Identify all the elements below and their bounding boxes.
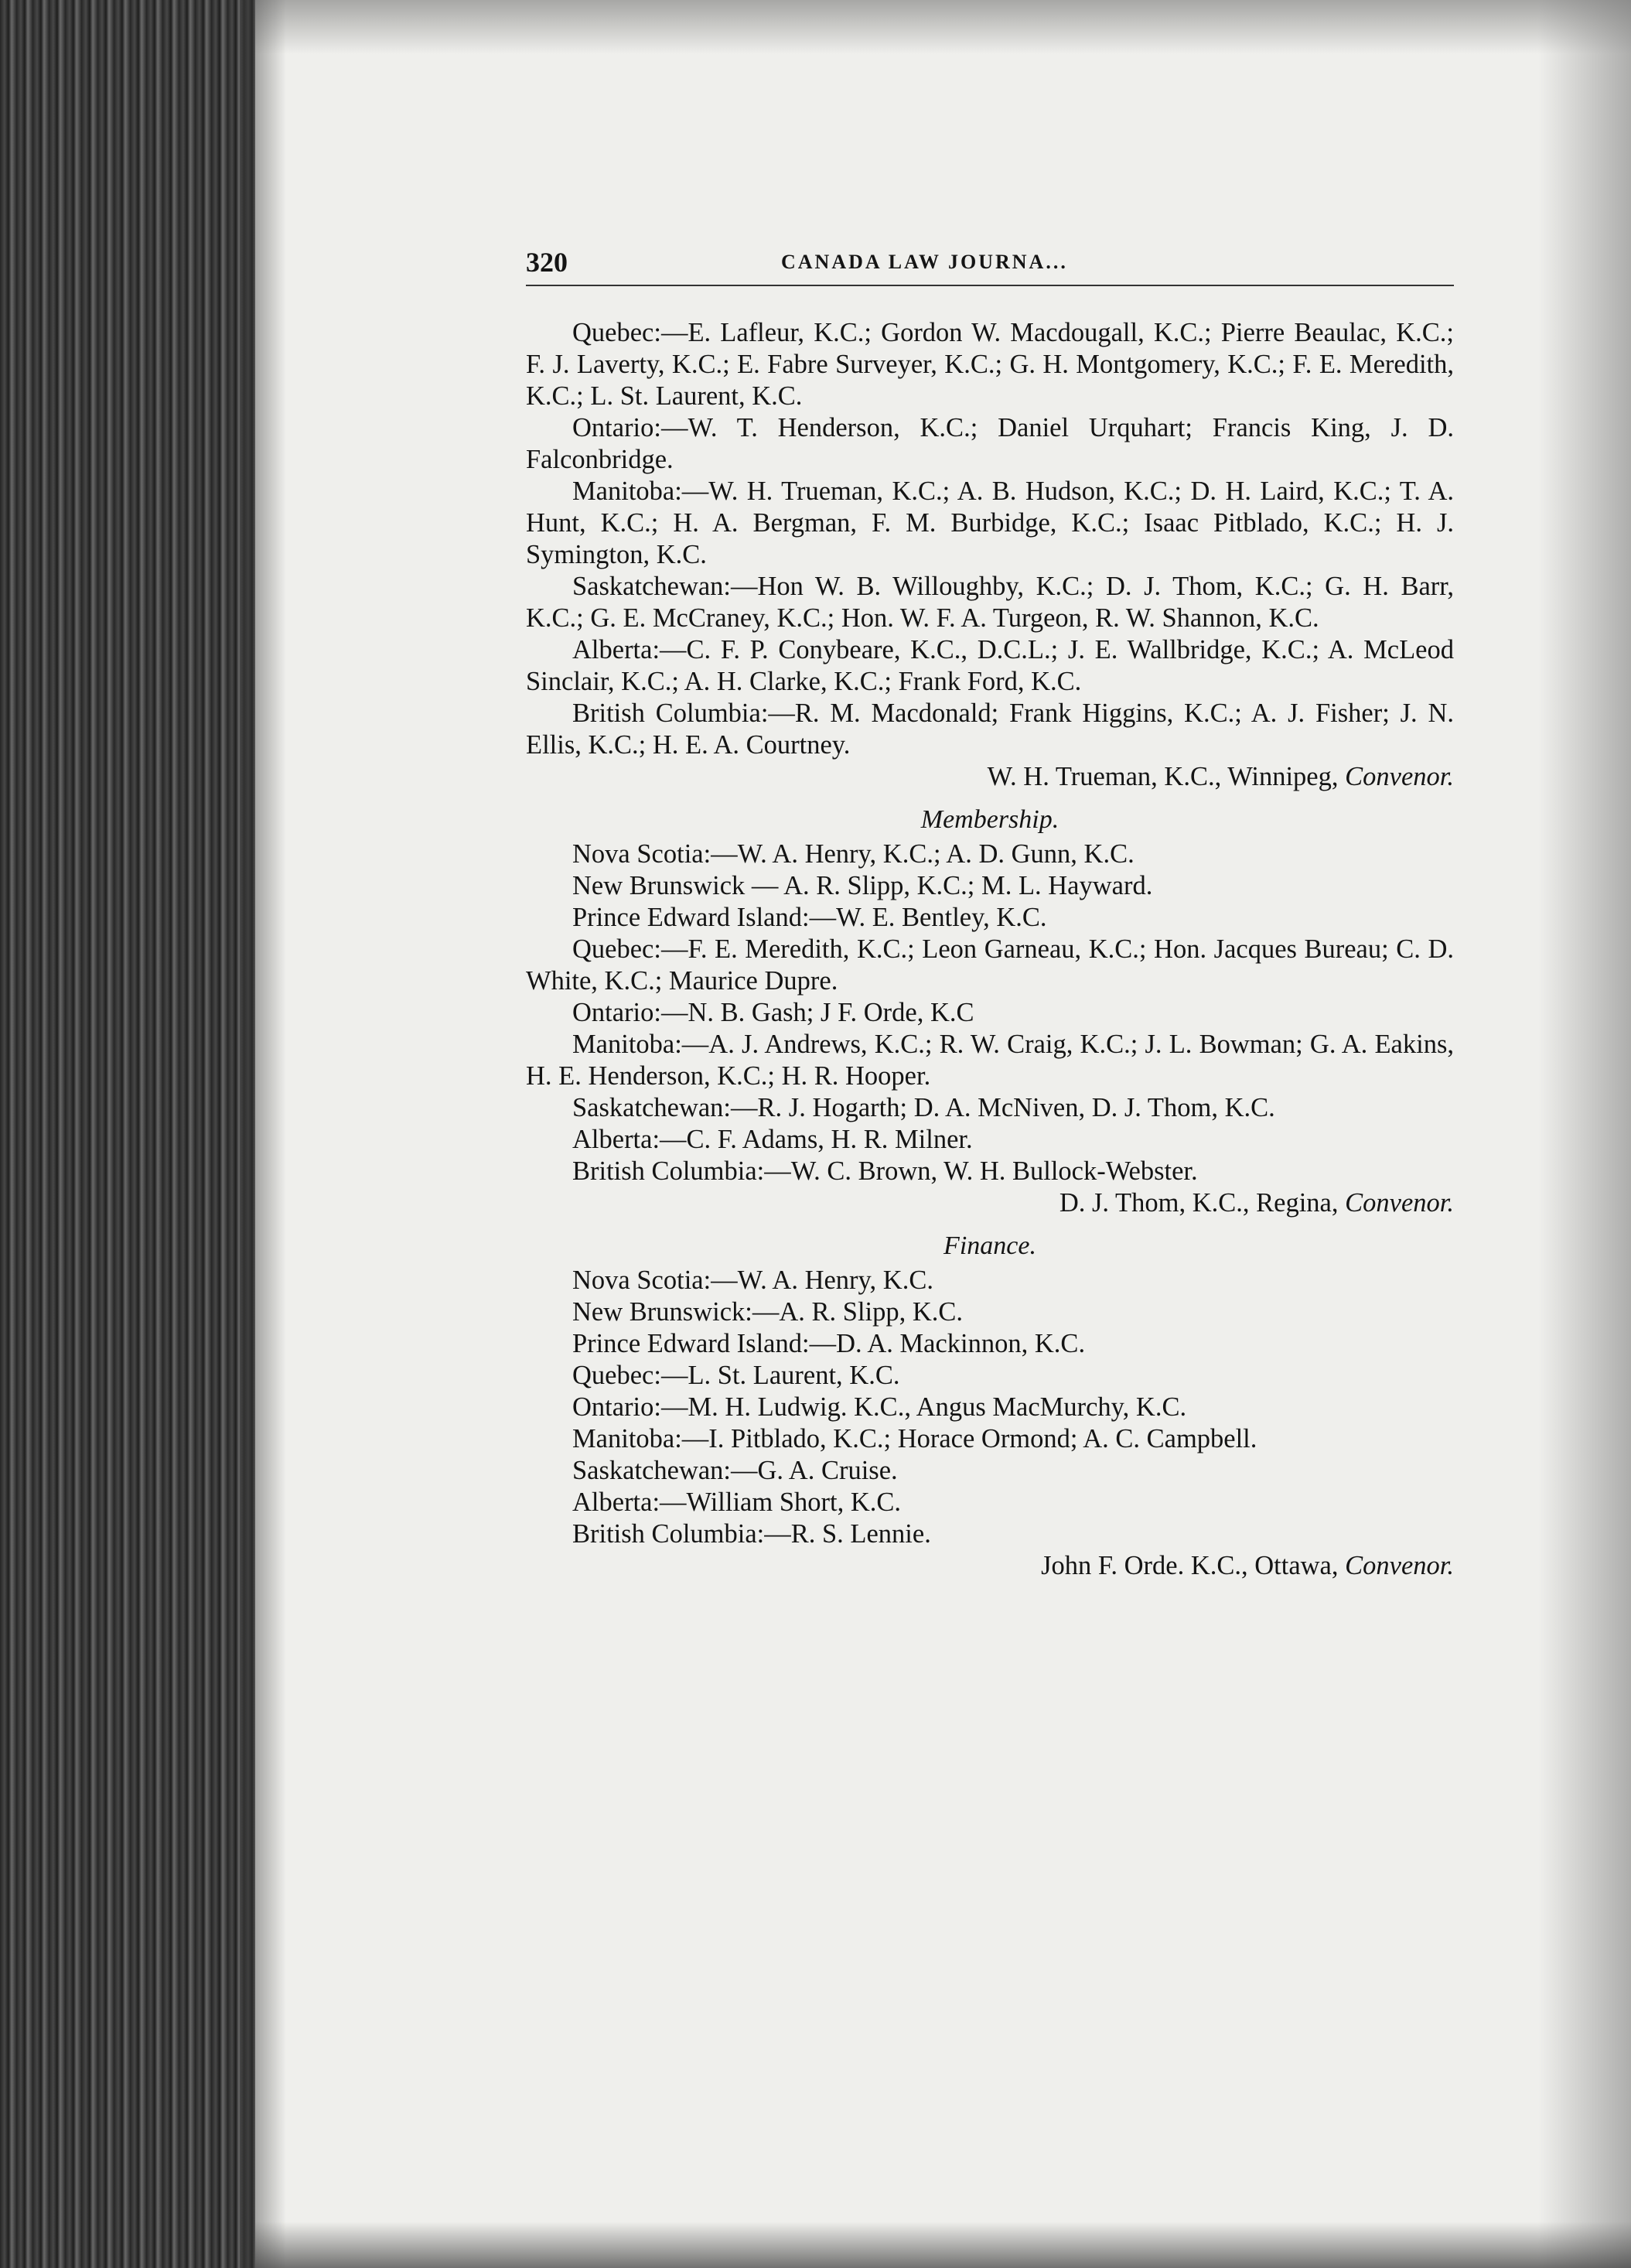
committee-section-1 <box>526 317 1454 793</box>
scan-right-shadow <box>1538 0 1631 2268</box>
province-entry: Quebec:—L. St. Laurent, K.C. <box>572 1361 900 1390</box>
committee-section-finance <box>526 1230 1454 1582</box>
province-entry: New Brunswick:—A. R. Slipp, K.C. <box>572 1297 964 1327</box>
convenor-role: Convenor. <box>1345 1551 1454 1580</box>
running-head: CANADA LAW JOURNA... <box>781 251 1068 273</box>
province-entry: Manitoba:—W. H. Trueman, K.C.; A. B. Hudson, K.C.; D. H. Laird, K.C.; T. A. Hunt, K.C.; H. A. Bergman, F. M. Burbidge, K.C.; Isaac Pitblado, K.C.; H. J. Symington, K.C. <box>526 476 1454 569</box>
page-header <box>526 246 1454 286</box>
section-title-finance: Finance. <box>943 1231 1036 1260</box>
province-entry: British Columbia:—R. S. Lennie. <box>572 1519 931 1549</box>
convenor-name: John F. Orde. K.C., Ottawa, <box>1041 1551 1339 1580</box>
convenor-role: Convenor. <box>1345 762 1454 791</box>
journal-page <box>526 246 1454 1582</box>
province-entry: British Columbia:—R. M. Macdonald; Frank Higgins, K.C.; A. J. Fisher; J. N. Ellis, K.C.; H. E. A. Courtney. <box>526 699 1454 760</box>
scan-binding-shadow <box>0 0 255 2268</box>
province-entry: Alberta:—C. F. Adams, H. R. Milner. <box>572 1125 973 1154</box>
convenor-line <box>526 1550 1454 1582</box>
province-entry: Saskatchewan:—Hon W. B. Willoughby, K.C.; D. J. Thom, K.C.; G. H. Barr, K.C.; G. E. McCraney, K.C.; Hon. W. F. A. Turgeon, R. W. Shannon, K.C. <box>526 572 1454 633</box>
convenor-line <box>526 761 1454 793</box>
committee-section-membership <box>526 804 1454 1219</box>
province-entry: Quebec:—F. E. Meredith, K.C.; Leon Garneau, K.C.; Hon. Jacques Bureau; C. D. White, K.C.; Maurice Dupre. <box>526 934 1454 996</box>
convenor-line <box>526 1187 1454 1219</box>
province-entry: Ontario:—N. B. Gash; J F. Orde, K.C <box>572 998 974 1027</box>
province-entry: Nova Scotia:—W. A. Henry, K.C.; A. D. Gunn, K.C. <box>572 839 1135 869</box>
convenor-name: D. J. Thom, K.C., Regina, <box>1059 1188 1339 1218</box>
page-number: 320 <box>526 247 568 278</box>
convenor-name: W. H. Trueman, K.C., Winnipeg, <box>987 762 1339 791</box>
province-entry: Prince Edward Island:—D. A. Mackinnon, K.C. <box>572 1329 1086 1358</box>
province-entry: Alberta:—William Short, K.C. <box>572 1488 902 1517</box>
province-entry: Ontario:—M. H. Ludwig. K.C., Angus MacMurchy, K.C. <box>572 1392 1187 1422</box>
province-entry: Quebec:—E. Lafleur, K.C.; Gordon W. Macdougall, K.C.; Pierre Beaulac, K.C.; F. J. Laverty, K.C.; E. Fabre Surveyer, K.C.; G. H. Montgomery, K.C.; F. E. Meredith, K.C.; L. St. Laurent, K.C. <box>526 318 1454 411</box>
province-entry: Saskatchewan:—G. A. Cruise. <box>572 1456 898 1485</box>
province-entry: Manitoba:—A. J. Andrews, K.C.; R. W. Craig, K.C.; J. L. Bowman; G. A. Eakins, H. E. Henderson, K.C.; H. R. Hooper. <box>526 1030 1454 1091</box>
province-entry: New Brunswick — A. R. Slipp, K.C.; M. L. Hayward. <box>572 871 1153 900</box>
scan-top-shadow <box>255 0 1631 54</box>
province-entry: Alberta:—C. F. P. Conybeare, K.C., D.C.L.; J. E. Wallbridge, K.C.; A. McLeod Sinclair, K.C.; A. H. Clarke, K.C.; Frank Ford, K.C. <box>526 635 1454 696</box>
province-entry: Nova Scotia:—W. A. Henry, K.C. <box>572 1266 933 1295</box>
province-entry: British Columbia:—W. C. Brown, W. H. Bullock-Webster. <box>572 1156 1198 1186</box>
province-entry: Manitoba:—I. Pitblado, K.C.; Horace Ormond; A. C. Campbell. <box>572 1424 1257 1453</box>
convenor-role: Convenor. <box>1345 1188 1454 1218</box>
province-entry: Ontario:—W. T. Henderson, K.C.; Daniel Urquhart; Francis King, J. D. Falconbridge. <box>526 413 1454 474</box>
province-entry: Saskatchewan:—R. J. Hogarth; D. A. McNiven, D. J. Thom, K.C. <box>572 1093 1275 1122</box>
province-entry: Prince Edward Island:—W. E. Bentley, K.C. <box>572 903 1047 932</box>
section-title-membership: Membership. <box>920 805 1059 834</box>
scan-bottom-shadow <box>255 2222 1631 2268</box>
